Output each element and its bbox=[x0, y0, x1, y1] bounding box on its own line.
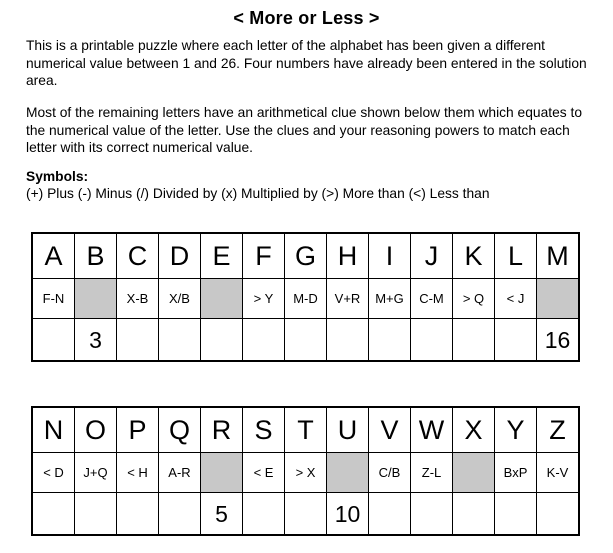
letter-cell-b: B bbox=[75, 233, 117, 279]
letter-cell-y: Y bbox=[495, 407, 537, 453]
clue-cell-t: > X bbox=[285, 453, 327, 493]
answer-cell-s[interactable] bbox=[243, 493, 285, 536]
puzzle-title: < More or Less > bbox=[233, 8, 380, 28]
clue-cell-f: > Y bbox=[243, 279, 285, 319]
answer-cell-h[interactable] bbox=[327, 319, 369, 362]
answer-cell-q[interactable] bbox=[159, 493, 201, 536]
clue-cell-m bbox=[537, 279, 580, 319]
answer-value: 16 bbox=[544, 327, 571, 353]
letter-cell-w: W bbox=[411, 407, 453, 453]
letter-cell-j: J bbox=[411, 233, 453, 279]
answer-cell-w[interactable] bbox=[411, 493, 453, 536]
answer-cell-b[interactable] bbox=[75, 319, 117, 362]
answer-value: 10 bbox=[334, 501, 361, 527]
answer-value: 5 bbox=[215, 501, 228, 527]
symbols-heading: Symbols: bbox=[26, 169, 89, 184]
clue-cell-q: A-R bbox=[159, 453, 201, 493]
letter-cell-k: K bbox=[453, 233, 495, 279]
intro-paragraph: This is a printable puzzle where each letter of the alphabet has been given a different numerical value between 1 and 26. Four numbers have already been entered in the solution area. bbox=[26, 38, 587, 88]
letter-cell-x: X bbox=[453, 407, 495, 453]
answer-cell-k[interactable] bbox=[453, 319, 495, 362]
letter-cell-m: M bbox=[537, 233, 580, 279]
clue-cell-s: < E bbox=[243, 453, 285, 493]
clue-cell-i: M+G bbox=[369, 279, 411, 319]
clue-cell-x bbox=[453, 453, 495, 493]
letter-cell-i: I bbox=[369, 233, 411, 279]
clue-row bbox=[32, 453, 579, 493]
letter-cell-c: C bbox=[117, 233, 159, 279]
clue-cell-j: C-M bbox=[411, 279, 453, 319]
letter-cell-l: L bbox=[495, 233, 537, 279]
clue-cell-u bbox=[327, 453, 369, 493]
answer-cell-i[interactable] bbox=[369, 319, 411, 362]
instructions-paragraph: Most of the remaining letters have an arithmetical clue shown below them which equates to the numerical value of the letter. Use the clues and your reasoning powers to match each letter with its correct numerical value. bbox=[26, 105, 582, 155]
clue-cell-p: < H bbox=[117, 453, 159, 493]
clue-cell-z: K-V bbox=[537, 453, 580, 493]
answer-cell-t[interactable] bbox=[285, 493, 327, 536]
answer-cell-l[interactable] bbox=[495, 319, 537, 362]
answer-cell-p[interactable] bbox=[117, 493, 159, 536]
answer-cell-r[interactable] bbox=[201, 493, 243, 536]
clue-cell-e bbox=[201, 279, 243, 319]
clue-cell-o: J+Q bbox=[75, 453, 117, 493]
letter-cell-o: O bbox=[75, 407, 117, 453]
answer-row bbox=[32, 493, 579, 536]
letter-cell-a: A bbox=[32, 233, 75, 279]
letter-row bbox=[32, 407, 579, 453]
answer-cell-u[interactable] bbox=[327, 493, 369, 536]
answer-cell-x[interactable] bbox=[453, 493, 495, 536]
letter-cell-u: U bbox=[327, 407, 369, 453]
clue-cell-a: F-N bbox=[32, 279, 75, 319]
answer-cell-y[interactable] bbox=[495, 493, 537, 536]
clue-cell-g: M-D bbox=[285, 279, 327, 319]
letter-cell-r: R bbox=[201, 407, 243, 453]
clue-cell-d: X/B bbox=[159, 279, 201, 319]
clue-cell-b bbox=[75, 279, 117, 319]
answer-cell-n[interactable] bbox=[32, 493, 75, 536]
clue-row bbox=[32, 279, 579, 319]
letter-cell-e: E bbox=[201, 233, 243, 279]
letter-cell-d: D bbox=[159, 233, 201, 279]
letter-cell-f: F bbox=[243, 233, 285, 279]
letter-cell-n: N bbox=[32, 407, 75, 453]
answer-cell-z[interactable] bbox=[537, 493, 580, 536]
answer-cell-f[interactable] bbox=[243, 319, 285, 362]
symbols-legend: (+) Plus (-) Minus (/) Divided by (x) Multiplied by (>) More than (<) Less than bbox=[26, 186, 490, 201]
answer-row bbox=[32, 319, 579, 362]
clue-cell-v: C/B bbox=[369, 453, 411, 493]
answer-cell-e[interactable] bbox=[201, 319, 243, 362]
letter-row bbox=[32, 233, 579, 279]
letter-cell-p: P bbox=[117, 407, 159, 453]
answer-cell-o[interactable] bbox=[75, 493, 117, 536]
clue-cell-k: > Q bbox=[453, 279, 495, 319]
clue-cell-r bbox=[201, 453, 243, 493]
clue-cell-y: BxP bbox=[495, 453, 537, 493]
clue-cell-w: Z-L bbox=[411, 453, 453, 493]
answer-cell-v[interactable] bbox=[369, 493, 411, 536]
answer-cell-d[interactable] bbox=[159, 319, 201, 362]
clue-cell-h: V+R bbox=[327, 279, 369, 319]
letter-cell-v: V bbox=[369, 407, 411, 453]
letter-cell-t: T bbox=[285, 407, 327, 453]
puzzle-grid-n-to-z bbox=[31, 406, 580, 536]
answer-cell-a[interactable] bbox=[32, 319, 75, 362]
answer-cell-c[interactable] bbox=[117, 319, 159, 362]
answer-cell-m[interactable] bbox=[537, 319, 580, 362]
letter-cell-s: S bbox=[243, 407, 285, 453]
answer-cell-g[interactable] bbox=[285, 319, 327, 362]
answer-value: 3 bbox=[89, 327, 102, 353]
clue-cell-l: < J bbox=[495, 279, 537, 319]
puzzle-grid-a-to-m bbox=[31, 232, 580, 362]
clue-cell-c: X-B bbox=[117, 279, 159, 319]
answer-cell-j[interactable] bbox=[411, 319, 453, 362]
letter-cell-z: Z bbox=[537, 407, 580, 453]
letter-cell-g: G bbox=[285, 233, 327, 279]
clue-cell-n: < D bbox=[32, 453, 75, 493]
letter-cell-h: H bbox=[327, 233, 369, 279]
letter-cell-q: Q bbox=[159, 407, 201, 453]
